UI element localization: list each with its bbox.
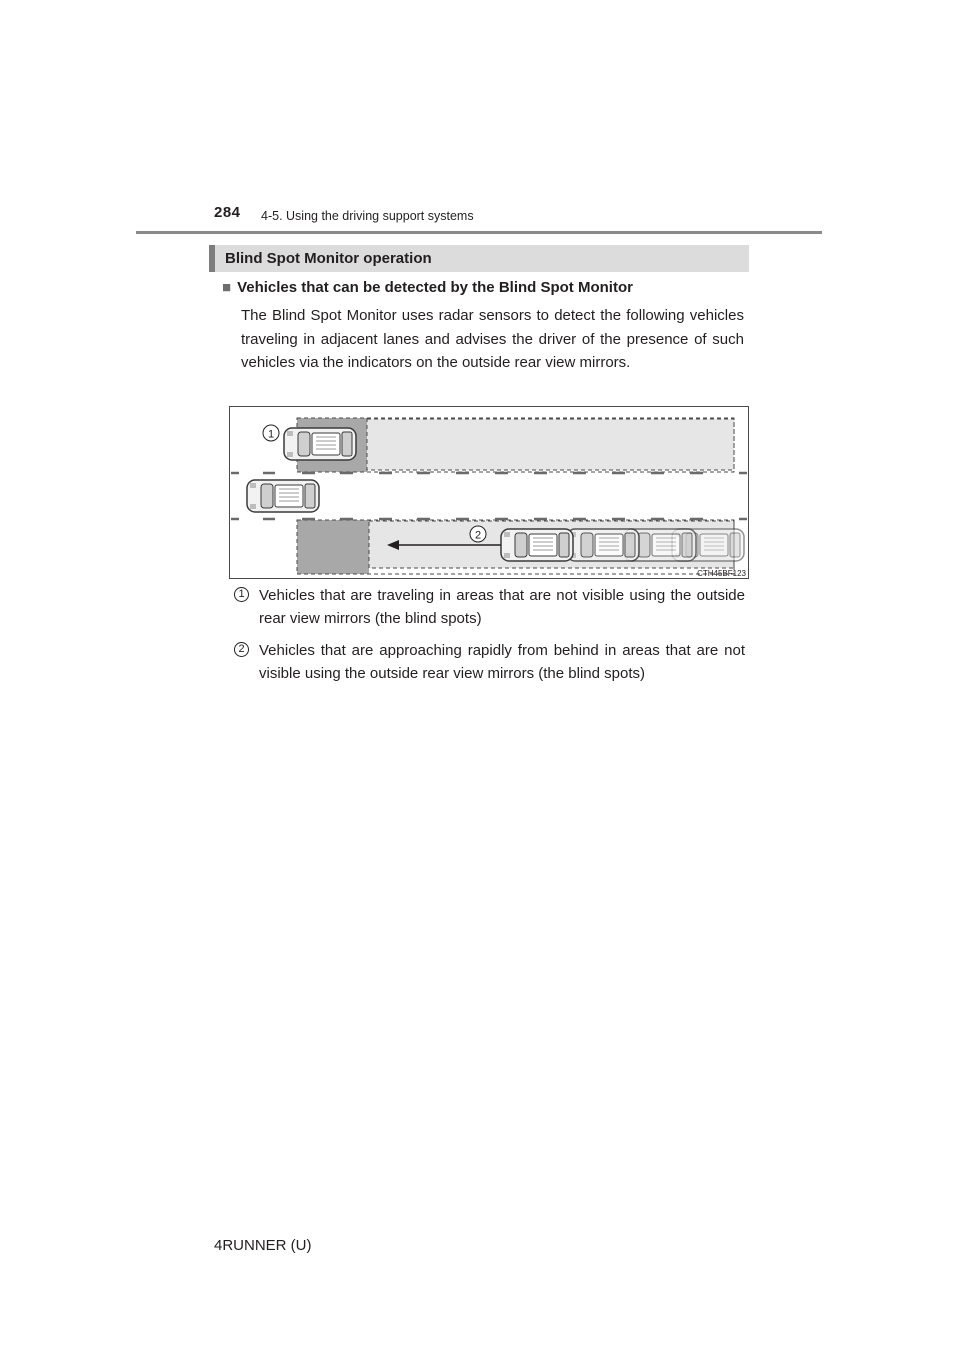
header-divider xyxy=(136,231,822,234)
callout-number-badge: 1 xyxy=(234,587,249,602)
body-paragraph: The Blind Spot Monitor uses radar sensors to detect the following vehicles traveling in adjacent lanes and advises the driver of the presence of such vehicles via the indicators on the outside rear view mirrors. xyxy=(241,307,744,371)
callout-1-number: 1 xyxy=(267,428,275,441)
approaching-vehicle xyxy=(501,529,573,561)
subheading-text: Vehicles that can be detected by the Blind Spot Monitor xyxy=(237,279,633,296)
subheading xyxy=(222,279,633,296)
callout-description: Vehicles that are approaching rapidly from behind in areas that are not visible using the outside rear view mirrors (the blind spots) xyxy=(259,642,745,682)
callout-2-number: 2 xyxy=(474,529,482,542)
own-vehicle xyxy=(247,480,319,512)
vehicle-in-blind-spot xyxy=(284,428,356,460)
callout-item xyxy=(234,640,745,685)
callout-number-badge: 2 xyxy=(234,642,249,657)
square-bullet-icon: ■ xyxy=(222,279,232,296)
figure-code: CTH45BF123 xyxy=(697,569,746,578)
section-title: Blind Spot Monitor operation xyxy=(225,250,432,267)
footer-model-label: 4RUNNER (U) xyxy=(214,1237,312,1254)
blind-spot-diagram xyxy=(229,406,749,579)
section-title-bar xyxy=(209,245,749,272)
chapter-section-title: 4-5. Using the driving support systems xyxy=(261,209,474,223)
callout-list xyxy=(234,585,745,695)
approaching-vehicle-ghost-1 xyxy=(567,529,639,561)
callout-description: Vehicles that are traveling in areas that are not visible using the outside rear view mirrors (the blind spots) xyxy=(259,587,745,627)
page-number: 284 xyxy=(214,204,241,221)
callout-item xyxy=(234,585,745,630)
detection-zone-upper xyxy=(367,419,734,470)
blind-spot-zone-lower xyxy=(297,520,369,574)
